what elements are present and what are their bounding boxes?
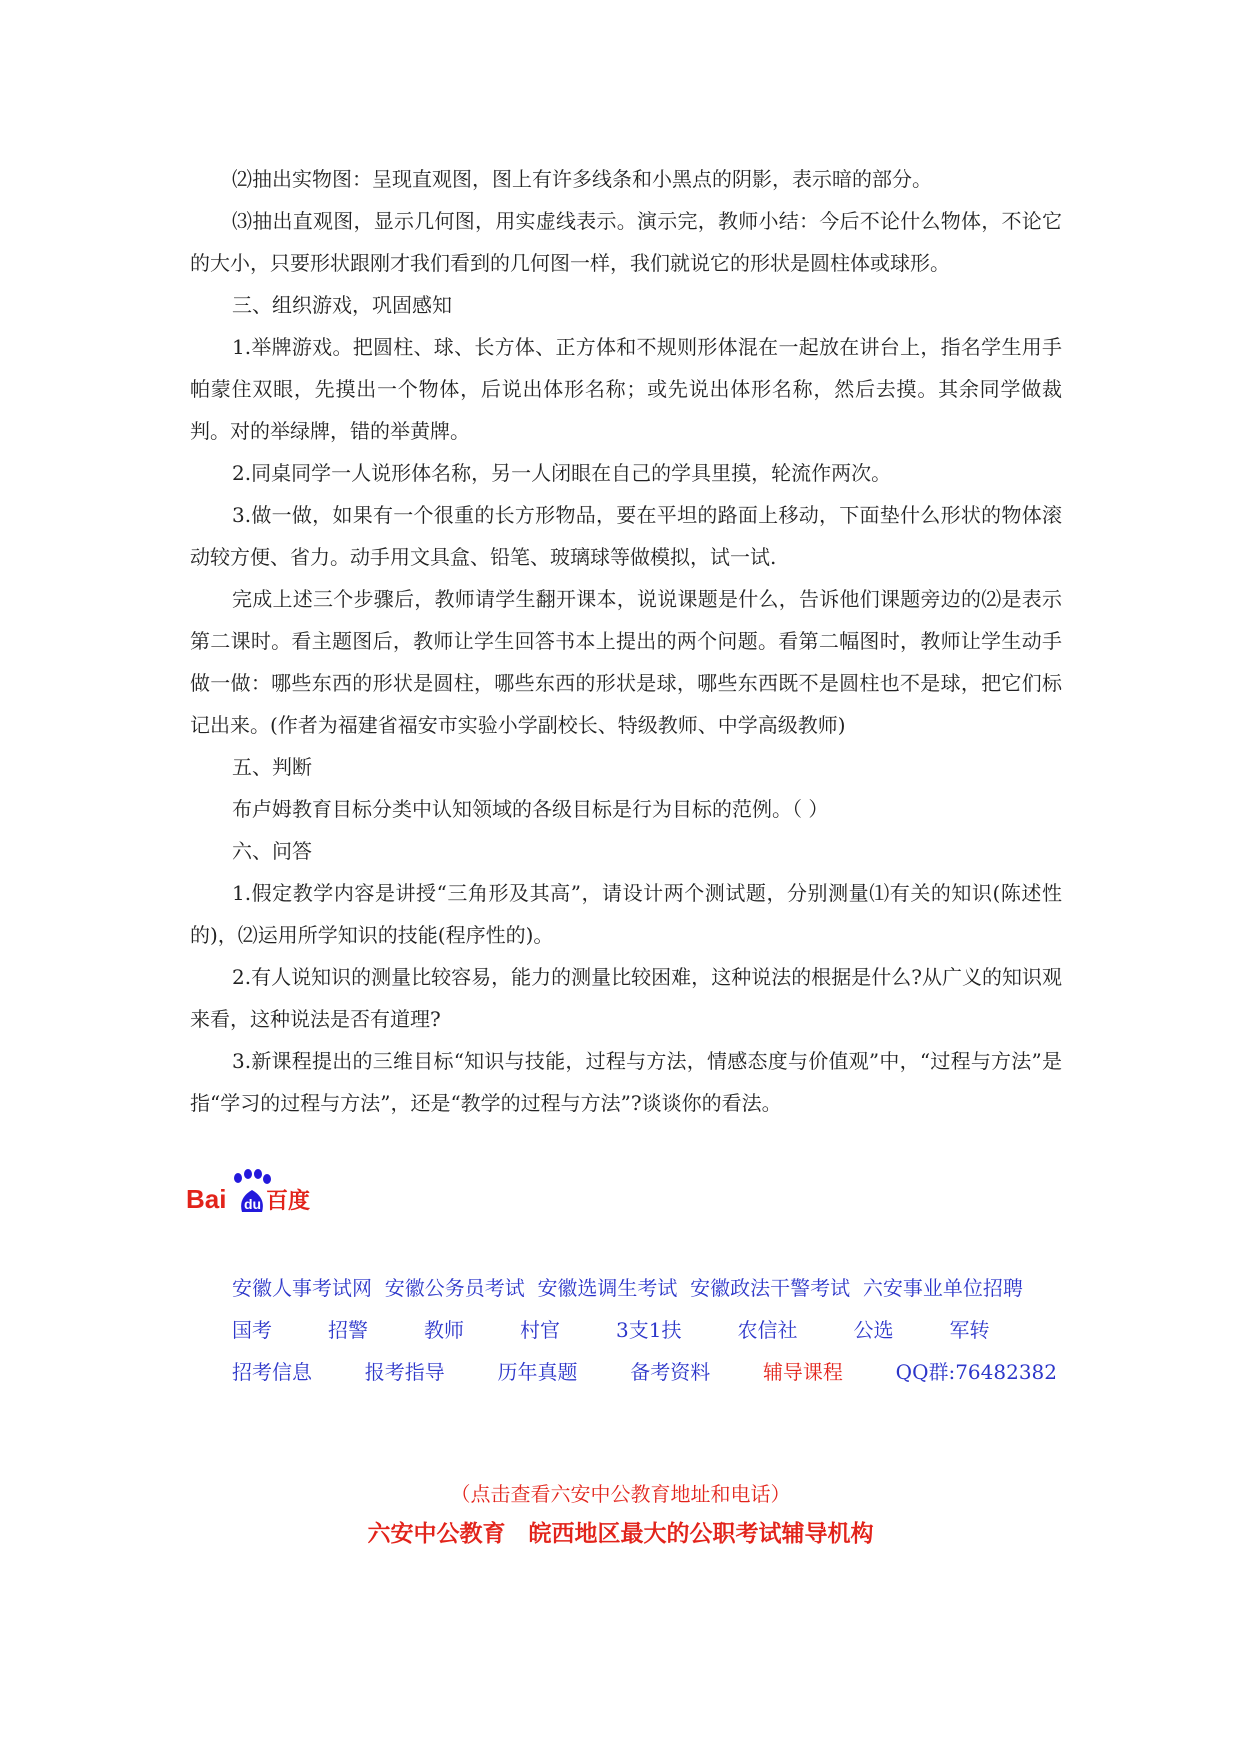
- link-nongxinshe[interactable]: 农信社: [737, 1318, 798, 1342]
- link-row-3: [190, 1351, 1067, 1393]
- link-baokao-guide[interactable]: 报考指导: [364, 1360, 445, 1384]
- link-anhui-gwy[interactable]: 安徽公务员考试: [384, 1276, 525, 1300]
- link-jiaoshi[interactable]: 教师: [424, 1318, 464, 1342]
- logo-text-bai: Bai: [186, 1184, 227, 1214]
- section-heading: 六、问答: [232, 839, 312, 863]
- paragraph: 布卢姆教育目标分类中认知领域的各级目标是行为目标的范例。（ ）: [232, 797, 829, 821]
- link-anhui-zfgj[interactable]: 安徽政法干警考试: [690, 1276, 851, 1300]
- paragraph: ⑵抽出实物图：呈现直观图，图上有许多线条和小黑点的阴影，表示暗的部分。: [232, 167, 932, 191]
- link-anhui-xds[interactable]: 安徽选调生考试: [537, 1276, 678, 1300]
- link-luan-sydw[interactable]: 六安事业单位招聘: [862, 1276, 1023, 1300]
- paragraph: 完成上述三个步骤后，教师请学生翻开课本，说说课题是什么，告诉他们课题旁边的⑵是表示第二课时。看主题图后，教师让学生回答书本上提出的两个问题。看第二幅图时，教师让学生动手做一做：哪些东西的形状是圆柱，哪些东西的形状是球，哪些东西既不是圆柱也不是球，把它们标记出来。(作者为福建省福安市实验小学副校长、特级教师、中学高级教师): [190, 587, 1062, 737]
- link-zhaokao-info[interactable]: 招考信息: [232, 1360, 312, 1384]
- baidu-logo[interactable]: [186, 1168, 316, 1216]
- link-anhui-rsks[interactable]: 安徽人事考试网: [232, 1276, 372, 1300]
- link-gongxuan[interactable]: 公选: [853, 1318, 894, 1342]
- slogan: 六安中公教育 皖西地区最大的公职考试辅导机构: [367, 1520, 874, 1547]
- link-sanzhiyifu[interactable]: 3支1扶: [616, 1318, 682, 1342]
- link-row-1: [190, 1267, 1050, 1309]
- document-body: [190, 158, 1062, 1124]
- link-block: [190, 1267, 1070, 1393]
- logo-text-cn: 百度: [266, 1189, 311, 1214]
- paragraph: 2.有人说知识的测量比较容易，能力的测量比较困难，这种说法的根据是什么?从广义的知识观来看，这种说法是否有道理?: [190, 965, 1062, 1031]
- paragraph: 3.做一做，如果有一个很重的长方形物品，要在平坦的路面上移动，下面垫什么形状的物体滚动较方便、省力。动手用文具盒、铅笔、玻璃球等做模拟，试一试.: [190, 503, 1062, 569]
- paragraph: 1.举牌游戏。把圆柱、球、长方体、正方体和不规则形体混在一起放在讲台上，指名学生用手帕蒙住双眼，先摸出一个物体，后说出体形名称；或先说出体形名称，然后去摸。其余同学做裁判。对的举绿牌，错的举黄牌。: [190, 335, 1062, 443]
- link-junzhuan[interactable]: 军转: [949, 1318, 990, 1342]
- link-qq-group[interactable]: QQ群:76482382: [895, 1360, 1057, 1384]
- link-zhaojing[interactable]: 招警: [328, 1318, 368, 1342]
- contact-link[interactable]: （点击查看六安中公教育地址和电话）: [450, 1482, 791, 1506]
- paragraph: ⑶抽出直观图，显示几何图，用实虚线表示。演示完，教师小结：今后不论什么物体，不论它的大小，只要形状跟刚才我们看到的几何图一样，我们就说它的形状是圆柱体或球形。: [190, 209, 1062, 275]
- link-row-2: [190, 1309, 1050, 1351]
- paragraph: 3.新课程提出的三维目标“知识与技能，过程与方法，情感态度与价值观”中，“过程与方法”是指“学习的过程与方法”，还是“教学的过程与方法”?谈谈你的看法。: [190, 1049, 1062, 1115]
- link-study-materials[interactable]: 备考资料: [630, 1360, 711, 1384]
- section-heading: 三、组织游戏，巩固感知: [232, 293, 452, 317]
- link-past-exams[interactable]: 历年真题: [497, 1360, 578, 1384]
- logo-text-du: du: [244, 1196, 262, 1212]
- link-courses[interactable]: 辅导课程: [762, 1360, 843, 1384]
- link-guokao[interactable]: 国考: [232, 1318, 272, 1342]
- paragraph: 2.同桌同学一人说形体名称，另一人闭眼在自己的学具里摸，轮流作两次。: [232, 461, 892, 485]
- section-heading: 五、判断: [232, 755, 312, 779]
- link-cunguan[interactable]: 村官: [520, 1318, 560, 1342]
- paragraph: 1.假定教学内容是讲授“三角形及其高”，请设计两个测试题，分别测量⑴有关的知识(陈述性的)，⑵运用所学知识的技能(程序性的)。: [190, 881, 1062, 947]
